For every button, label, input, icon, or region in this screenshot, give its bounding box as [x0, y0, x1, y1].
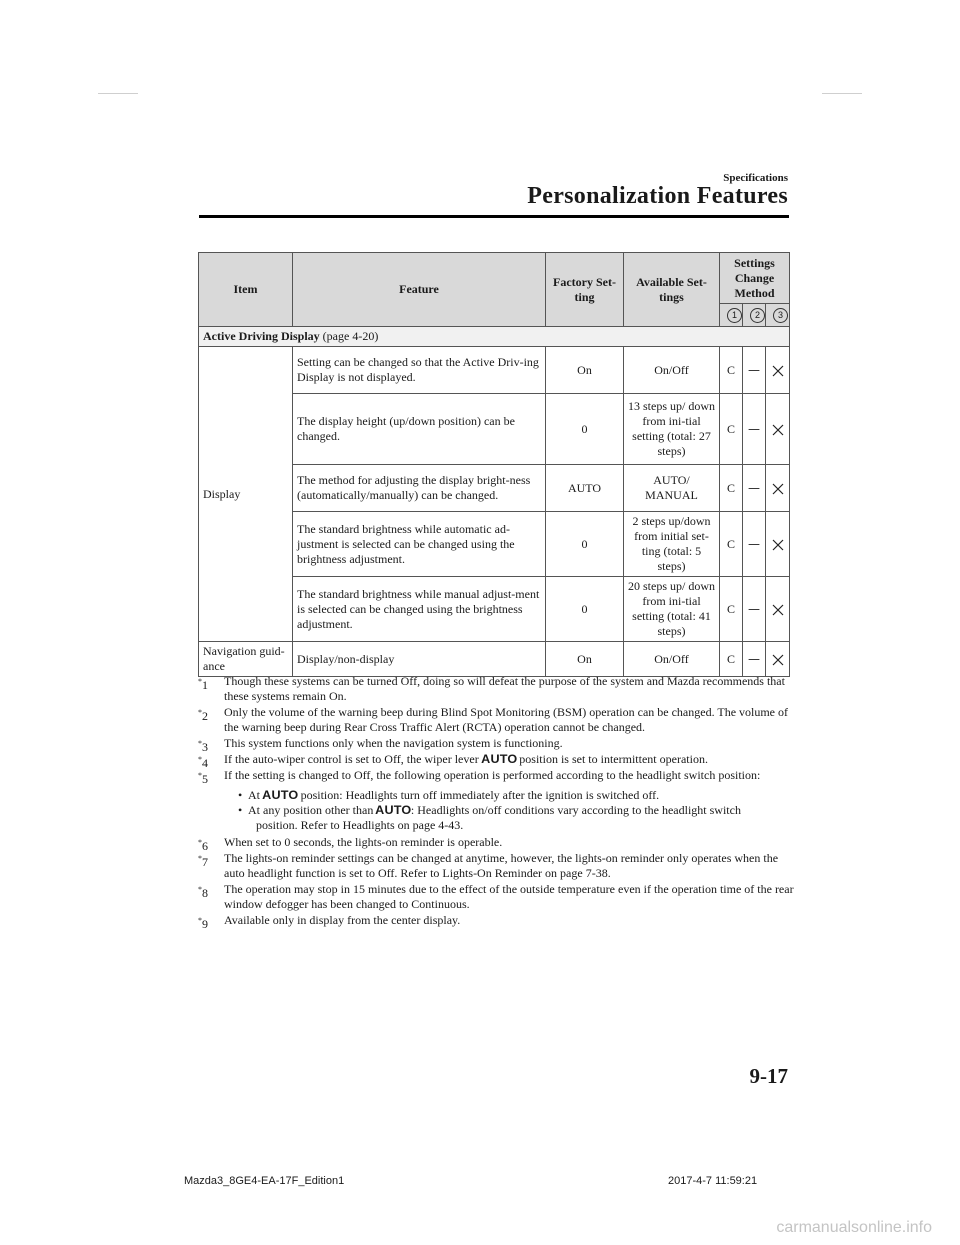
factory-cell: 0 [546, 394, 624, 465]
footnote-4: *4 If the auto-wiper control is set to Off, the wiper lever AUTO position is set to intermittent operation. [198, 752, 708, 770]
not-available-icon [772, 483, 784, 495]
section-title: Active Driving Display [203, 329, 320, 343]
section-row [199, 327, 790, 347]
page-number: 9-17 [749, 1064, 788, 1088]
section-label: Specifications [723, 172, 788, 184]
item-navigation-guidance: Navigation guid-ance [199, 642, 293, 677]
feature-cell: The method for adjusting the display bright-ness (automatically/manually) can be changed. [293, 465, 546, 512]
footnote-7: *7 The lights-on reminder settings can be changed at anytime, however, the lights-on reminder only operates when the auto headlight function is set to Off. Refer to Lights-On Reminder on page 7-38. [198, 851, 779, 880]
available-cell: 2 steps up/down from initial set-ting (total: 5 steps) [624, 512, 720, 577]
method-1-value: C [720, 394, 743, 465]
auto-icon: AUTO [375, 803, 412, 817]
footnotes [198, 674, 798, 929]
method-1-icon: 1 [727, 308, 742, 323]
list-item: • At any position other than AUTO: Headlights on/off conditions vary according to the headlight switch position. Refer to Headlights on page 4-43. [238, 803, 741, 832]
factory-cell: On [546, 642, 624, 677]
method-2-icon: 2 [750, 308, 765, 323]
footnote-6: *6 When set to 0 seconds, the lights-on reminder is operable. [198, 835, 503, 853]
method-1-value: C [720, 465, 743, 512]
crop-mark-right [822, 93, 862, 94]
not-available-icon [772, 604, 784, 616]
auto-icon: AUTO [262, 788, 299, 802]
auto-icon: AUTO [480, 752, 518, 766]
factory-cell: 0 [546, 512, 624, 577]
footer-edition: Mazda3_8GE4-EA-17F_Edition1 [184, 1175, 345, 1187]
method-2-value: — [743, 347, 766, 394]
footnote-8: *8 The operation may stop in 15 minutes due to the effect of the outside temperature even if the operation time of the rear window defogger has been changed to Continuous. [198, 882, 794, 911]
method-2-value: — [743, 512, 766, 577]
method-2-value: — [743, 394, 766, 465]
title-rule [199, 215, 789, 218]
feature-cell: The standard brightness while automatic ad-justment is selected can be changed using the brightness adjustment. [293, 512, 546, 577]
factory-cell: AUTO [546, 465, 624, 512]
method-1-value: C [720, 577, 743, 642]
factory-cell: 0 [546, 577, 624, 642]
not-available-icon [772, 365, 784, 377]
method-1-value: C [720, 347, 743, 394]
page-title: Personalization Features [527, 183, 788, 209]
factory-cell: On [546, 347, 624, 394]
not-available-icon [772, 539, 784, 551]
method-3-icon: 3 [773, 308, 788, 323]
footnote-2: *2 Only the volume of the warning beep during Blind Spot Monitoring (BSM) operation can be changed. The volume of the warning beep during Rear Cross Traffic Alert (RCTA) operation cannot be changed. [198, 705, 789, 734]
watermark: carmanualsonline.info [776, 1219, 932, 1236]
header-item: Item [199, 253, 293, 327]
section-page-ref: (page 4-20) [322, 329, 379, 343]
method-2-value: — [743, 577, 766, 642]
header-feature: Feature [293, 253, 546, 327]
feature-cell: Setting can be changed so that the Active Driv-ing Display is not displayed. [293, 347, 546, 394]
available-cell: On/Off [624, 347, 720, 394]
not-available-icon [772, 424, 784, 436]
available-cell: 13 steps up/ down from ini-tial setting (total: 27 steps) [624, 394, 720, 465]
table-header-row [199, 253, 790, 304]
footnote-3: *3 This system functions only when the navigation system is functioning. [198, 736, 563, 754]
header-settings-change-method: Settings Change Method [720, 253, 790, 304]
footnote-5-bullets [198, 788, 798, 833]
method-1-value: C [720, 512, 743, 577]
personalization-table [198, 252, 790, 677]
feature-cell: The display height (up/down position) can be changed. [293, 394, 546, 465]
header-available-settings: Available Set-tings [624, 253, 720, 327]
not-available-icon [772, 654, 784, 666]
footnote-9: *9 Available only in display from the center display. [198, 913, 461, 931]
group-item-display: Display [199, 347, 293, 642]
method-2-value: — [743, 642, 766, 677]
crop-mark-left [98, 93, 138, 94]
method-2-value: — [743, 465, 766, 512]
feature-cell: The standard brightness while manual adjust-ment is selected can be changed using the brightness adjustment. [293, 577, 546, 642]
footnote-1: *1 Though these systems can be turned Off, doing so will defeat the purpose of the system and Mazda recommends that these systems remain On. [198, 674, 785, 703]
list-item: • At AUTO position: Headlights turn off immediately after the ignition is switched off. [238, 788, 660, 802]
table-row [199, 642, 790, 677]
header-factory-setting: Factory Set-ting [546, 253, 624, 327]
available-cell: 20 steps up/ down from ini-tial setting (total: 41 steps) [624, 577, 720, 642]
available-cell: On/Off [624, 642, 720, 677]
footer-timestamp: 2017-4-7 11:59:21 [668, 1175, 758, 1187]
available-cell: AUTO/ MANUAL [624, 465, 720, 512]
feature-cell: Display/non-display [293, 642, 546, 677]
table-row [199, 347, 790, 394]
footnote-5: *5 If the setting is changed to Off, the following operation is performed according to the headlight switch position: [198, 768, 761, 786]
method-1-value: C [720, 642, 743, 677]
